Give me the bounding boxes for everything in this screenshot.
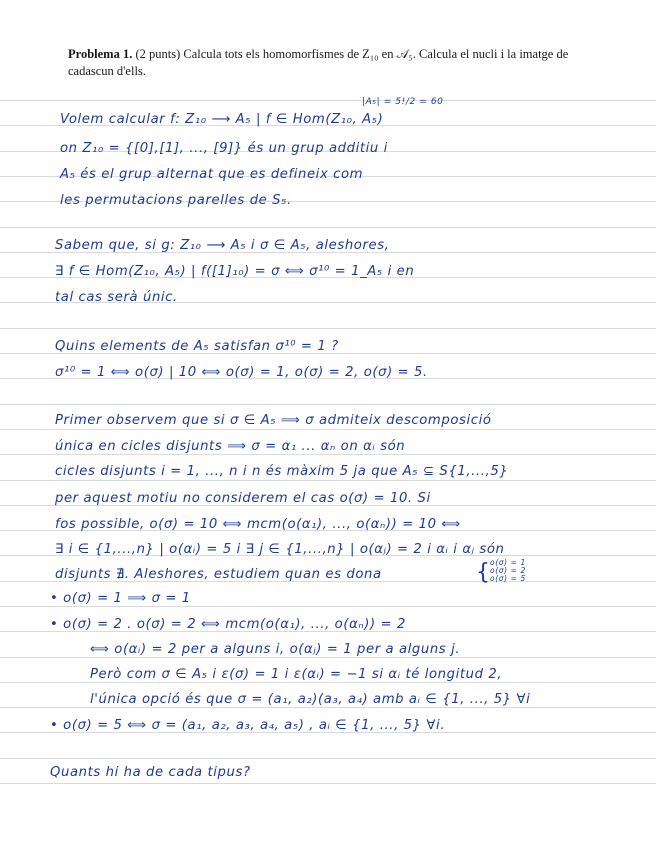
- brace-icon: {: [476, 560, 491, 585]
- handwritten-line: ∃ f ∈ Hom(Z₁₀, A₅) | f([1]₁₀) = σ ⟺ σ¹⁰ = 1_A₅ i en: [55, 264, 415, 279]
- ruled-line: [0, 480, 656, 481]
- handwritten-line: l'única opció és que σ = (a₁, a₂)(a₃, a₄) amb aᵢ ∈ {1, ..., 5} ∀i: [90, 692, 531, 707]
- problem-statement: [68, 46, 616, 80]
- handwritten-annotation: |A₅| = 5!/2 = 60: [362, 97, 444, 107]
- handwritten-line: tal cas serà únic.: [55, 290, 178, 305]
- handwritten-line: σ¹⁰ = 1 ⟺ o(σ) | 10 ⟺ o(σ) = 1, o(σ) = 2, o(σ) = 5.: [55, 365, 428, 380]
- ruled-line: [0, 328, 656, 329]
- handwritten-line: Però com σ ∈ A₅ i ε(σ) = 1 i ε(αᵢ) = −1 si αᵢ té longitud 2,: [90, 667, 503, 682]
- ruled-line: [0, 404, 656, 405]
- handwritten-line: disjunts ∄. Aleshores, estudiem quan es dona: [55, 567, 382, 582]
- handwritten-line: fos possible, o(σ) = 10 ⟺ mcm(o(α₁), ..., o(αₙ)) = 10 ⟺: [55, 517, 461, 532]
- ruled-line: [0, 657, 656, 658]
- handwritten-line: • o(σ) = 1 ⟹ σ = 1: [50, 591, 191, 606]
- handwritten-line: ∃ i ∈ {1,...,n} | o(αᵢ) = 5 i ∃ j ∈ {1,...,n} | o(αⱼ) = 2 i αᵢ i αⱼ són: [55, 542, 505, 557]
- ruled-line: [0, 429, 656, 430]
- handwritten-line: per aquest motiu no considerem el cas o(σ) = 10. Si: [55, 491, 431, 506]
- handwritten-line: Quins elements de A₅ satisfan σ¹⁰ = 1 ?: [55, 339, 339, 354]
- handwritten-line: Quants hi ha de cada tipus?: [50, 765, 251, 780]
- ruled-line: [0, 454, 656, 455]
- handwritten-line: • o(σ) = 5 ⟺ σ = (a₁, a₂, a₃, a₄, a₅) , aᵢ ∈ {1, ..., 5} ∀i.: [50, 718, 446, 733]
- ruled-line: [0, 758, 656, 759]
- handwritten-line: on Z₁₀ = {[0],[1], ..., [9]} és un grup additiu i: [60, 141, 388, 156]
- handwritten-line: ⟺ o(αᵢ) = 2 per a alguns i, o(αⱼ) = 1 per a alguns j.: [90, 642, 461, 657]
- ruled-line: [0, 682, 656, 683]
- ruled-line: [0, 100, 656, 101]
- ruled-line: [0, 783, 656, 784]
- brace-case: o(σ) = 2: [490, 566, 526, 575]
- handwritten-line: única en cicles disjunts ⟹ σ = α₁ ... αₙ on αᵢ són: [55, 439, 406, 454]
- handwritten-line: les permutacions parelles de S₅.: [60, 193, 292, 208]
- ruled-line: [0, 227, 656, 228]
- problem-text: Calcula tots els homomorfismes de Z₁₀ en 𝒜₅. Calcula el nucli i la imatge de cadascun d'ells.: [68, 47, 569, 78]
- problem-title: Problema 1.: [68, 47, 133, 61]
- handwritten-line: Sabem que, si g: Z₁₀ ⟶ A₅ i σ ∈ A₅, aleshores,: [55, 238, 390, 253]
- handwritten-line: cicles disjunts i = 1, ..., n i n és màxim 5 ja que A₅ ⊆ S{1,...,5}: [55, 464, 509, 479]
- ruled-line: [0, 707, 656, 708]
- brace-case: o(σ) = 1: [490, 558, 526, 567]
- handwritten-line: • o(σ) = 2 . o(σ) = 2 ⟺ mcm(o(α₁), ..., o(αₙ)) = 2: [50, 617, 406, 632]
- handwritten-line: Volem calcular f: Z₁₀ ⟶ A₅ | f ∈ Hom(Z₁₀, A₅): [60, 112, 384, 127]
- handwritten-line: Primer observem que si σ ∈ A₅ ⟹ σ admiteix descomposició: [55, 413, 492, 428]
- ruled-line: [0, 606, 656, 607]
- handwritten-line: A₅ és el grup alternat que es defineix com: [60, 167, 364, 182]
- problem-points: (2 punts): [135, 47, 181, 61]
- brace-case: o(σ) = 5: [490, 574, 526, 583]
